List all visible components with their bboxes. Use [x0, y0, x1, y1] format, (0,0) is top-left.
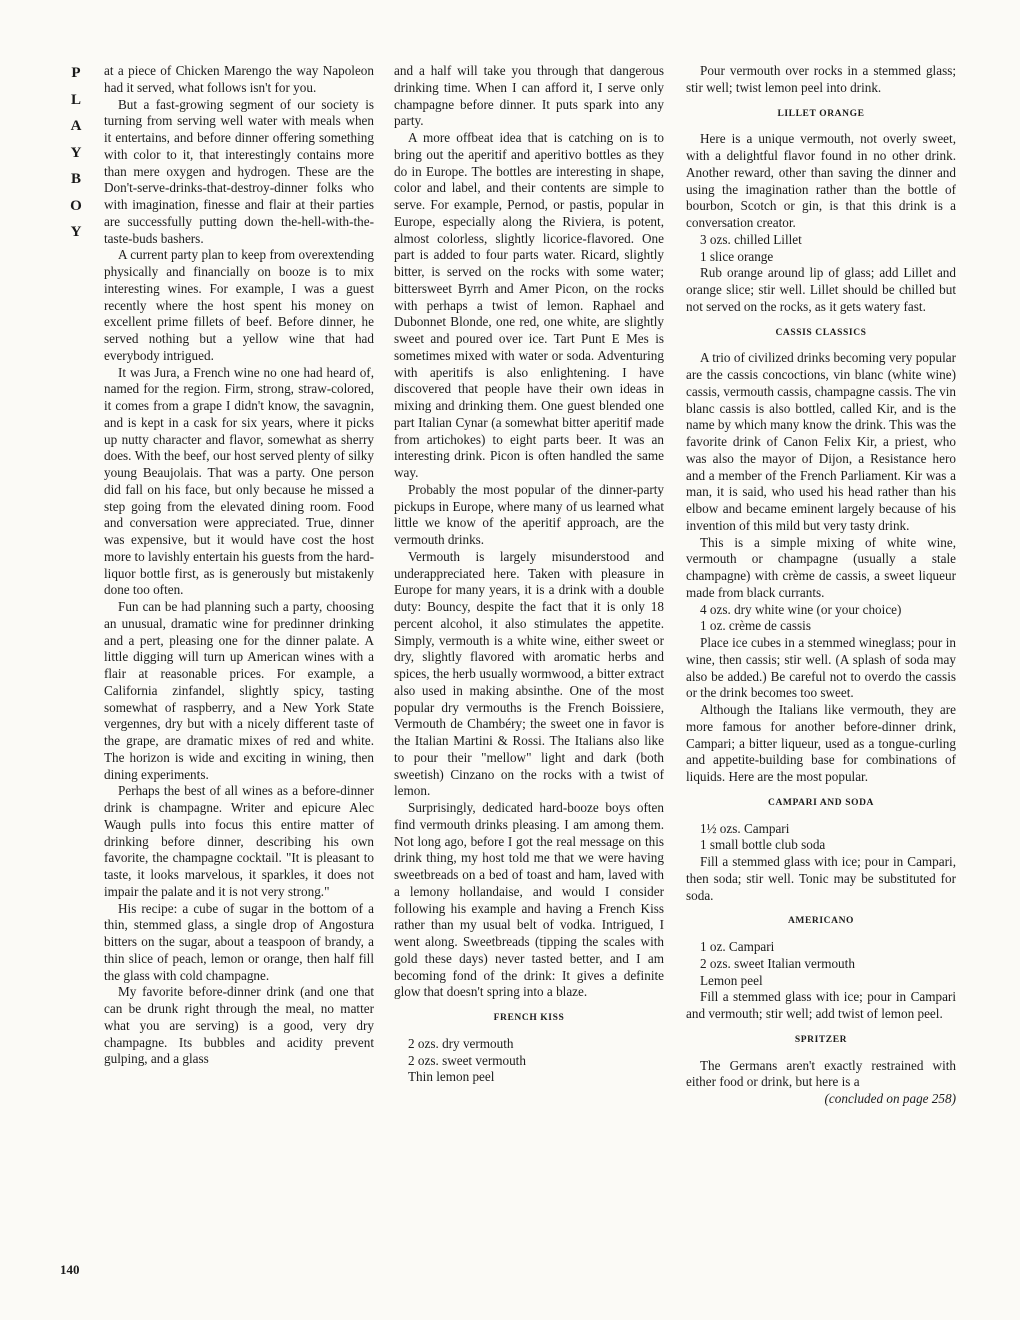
logo-letter: Y — [70, 144, 82, 161]
paragraph: A trio of civilized drinks becoming very popular are the cassis concoctions, vin blanc (white wine) cassis, vermouth cassis, champagne cassis. The vin blanc cassis is also bottled, called Kir, and is the name by which many know the drink. This was the favorite drink of Canon Felix Kir, a priest, who was also the mayor of Dijon, a Resistance hero and a member of the French Parliament. Kir was a man, it is said, who used his head rather than his elbow and became eminent largely because of his invention of this mild but very tasty drink. — [686, 350, 956, 533]
recipe-heading-americano: AMERICANO — [787, 916, 855, 927]
article-column-2 — [394, 63, 664, 1086]
paragraph: Perhaps the best of all wines as a before-dinner drink is champagne. Writer and epicure Alec Waugh pulls into focus this entire matter of drinking before dinner, describing his own favorite, the champagne cocktail. "It is pleasant to taste, it looks marvelous, it sparkles, it does not impair the palate and it is not very strong." — [104, 783, 374, 899]
paragraph: The Germans aren't exactly restrained with either food or drink, but here is a — [686, 1057, 956, 1090]
recipe-ingredient: 3 ozs. chilled Lillet — [700, 231, 802, 247]
recipe-heading-french-kiss: FRENCH KISS — [493, 1013, 565, 1023]
paragraph: A more offbeat idea that is catching on is to bring out the aperitif and aperitivo bottles as they do in Europe. The bottles are interesting in shape, color and label, and their contents are simple to serve. For example, Pernod, or pastis, popular in Europe, especially along the Riviera, is potent, almost colorless, slightly licorice-flavored. One part is added to four parts water. Ricard, slightly bitter, is served on the rocks with some water; bittersweet Byrrh and Amer Picon, on the rocks with perhaps a twist of lemon. Raphael and Dubonnet Blonde, one red, one white, are slightly sweet and poured over ice. Tart Punt E Mes is sometimes mixed with water or soda. Adventuring with aperitifs is also enlightening. I have discovered that people have their own ideas in mixing and drinking them. One guest blended one part Italian Cynar (a somewhat bitter aperitif made from artichokes) to eight parts beer. It was an interesting drink. Picon is often handled the same way. — [394, 130, 664, 480]
logo-letter: A — [70, 118, 82, 134]
logo-letter: O — [70, 197, 82, 214]
recipe-ingredient: 1 small bottle club soda — [700, 837, 826, 853]
paragraph: His recipe: a cube of sugar in the bottom of a thin, stemmed glass, a single drop of Angostura bitters on the sugar, about a teaspoon of brandy, a thin slice of peach, lemon or orange, then half fill the glass with cold champagne. — [104, 900, 374, 983]
article-column-3 — [686, 63, 956, 1108]
paragraph: Pour vermouth over rocks in a stemmed glass; stir well; twist lemon peel into drink. — [686, 63, 956, 95]
paragraph: A current party plan to keep from overextending physically and financially on booze is to mix interesting wines. For example, I was a guest recently where the host spent his money on excellent prime fillets of beef. Before dinner, he served nothing but a yellow wine that had everybody intrigued. — [104, 247, 374, 363]
recipe-method: Fill a stemmed glass with ice; pour in Campari and vermouth; stir well; add twist of lemon peel. — [686, 989, 956, 1021]
page-number: 140 — [60, 1262, 80, 1277]
recipe-ingredient: 1 oz. crème de cassis — [700, 618, 811, 634]
continuation-note: (concluded on page 258) — [824, 1091, 956, 1106]
paragraph: at a piece of Chicken Marengo the way Napoleon had it served, what follows isn't for you. — [104, 63, 374, 95]
paragraph: But a fast-growing segment of our society is turning from serving well water with meals when it entertains, and before dinner offering something with color to it, that interestingly contains more than mere oxygen and hydrogen. These are the Don't-serve-drinks-that-destroy-dinner folks who with imagination, finesse and flair at their parties are successfully putting down the-hell-with-the-taste-buds bashers. — [104, 96, 374, 246]
paragraph: Fun can be had planning such a party, choosing an unusual, dramatic wine for predinner drinking and a pert, pleasing one for the dinner palate. A little digging will turn up American wines with a flair at reasonable prices. For example, a California zinfandel, slightly spicy, tasting somewhat of raspberry, and a New York State vergennes, dry but with a nicely different taste of the grape, are dramatic mixes of red and white. The horizon is wide and exciting in wining, then dining experiments. — [104, 599, 374, 782]
recipe-method: Rub orange around lip of glass; add Lillet and orange slice; stir well. Lillet should be chilled but not served on the rocks, as it gets watery fast. — [686, 265, 956, 314]
recipe-ingredient: 1 oz. Campari — [700, 939, 775, 954]
recipe-ingredient: 1 slice orange — [700, 248, 774, 264]
logo-letter: B — [70, 171, 81, 187]
paragraph: It was Jura, a French wine no one had heard of, named for the region. Firm, strong, straw-colored, it comes from a grape I didn't know, the savagnin, and is kept in a cask for six years, where it picks up nutty character and flavor, somewhat as sherry does. With the beef, our host served plenty of silky young Beaujolais. That was a party. One person did fall on his face, but only because he missed a step going from the elevated dining room. Food and conversation were appreciated. True, dinner was expensive, but it would have cost the host more to lavishly entertain his guests from the hard-liquor bottle first, as is generously but mistakenly done too often. — [104, 364, 374, 598]
recipe-ingredient: Lemon peel — [700, 972, 763, 988]
paragraph: This is a simple mixing of white wine, vermouth or champagne (usually a stale champagne) with crème de cassis, a sweet liqueur made from black currants. — [686, 534, 956, 600]
recipe-ingredient: 4 ozs. dry white wine (or your choice) — [700, 601, 902, 617]
paragraph: Although the Italians like vermouth, they are more famous for another before-dinner drink, Campari; a bitter liqueur, used as a tongue-curling and appetite-building base for combinations of liquids. Here are the most popular. — [686, 702, 956, 784]
paragraph: Probably the most popular of the dinner-party pickups in Europe, where many of us learned what little we know of the aperitif approach, are the vermouth drinks. — [394, 481, 664, 547]
recipe-ingredient: 2 ozs. sweet vermouth — [408, 1052, 526, 1068]
magazine-logo-vertical — [64, 60, 88, 246]
recipe-heading-cassis-classics: CASSIS CLASSICS — [775, 327, 867, 338]
recipe-ingredient: Thin lemon peel — [408, 1069, 495, 1085]
recipe-ingredient: 2 ozs. sweet Italian vermouth — [700, 955, 855, 971]
recipe-method: Fill a stemmed glass with ice; pour in Campari, then soda; stir well. Tonic may be substituted for soda. — [686, 854, 956, 903]
paragraph: Surprisingly, dedicated hard-booze boys often find vermouth drinks pleasing. I am among them. Not long ago, before I got the real message on this drink thing, my host told me that we were having sweetbreads on a bed of toast and ham, laved with a lemony hollandaise, and would I consider following his example and having a French Kiss rather than my usual belt of vodka. Intrigued, I went along. Sweetbreads (tipping the scales with gold these days) never tasted better, and I am becoming fond of the drink: It gives a definite glow that doesn't spring into a blaze. — [394, 800, 664, 1000]
paragraph: Here is a unique vermouth, not overly sweet, with a delightful flavor found in no other drink. Another reward, other than saving the dinner and using the imagination rather than the bottle of bourbon, Scotch or gin, is that this drink is a conversation creator. — [686, 131, 956, 230]
recipe-ingredient: 2 ozs. dry vermouth — [408, 1035, 514, 1051]
paragraph: My favorite before-dinner drink (and one that can be drunk right through the meal, no matter what you are serving) is a good, very dry champagne. Its bubbles and acidity prevent gulping, and a glass — [104, 984, 374, 1067]
logo-letter: P — [71, 65, 81, 81]
recipe-heading-spritzer: SPRITZER — [794, 1034, 848, 1045]
recipe-heading-campari-and-soda: CAMPARI AND SODA — [767, 797, 874, 808]
logo-letter: L — [70, 91, 81, 108]
logo-letter: Y — [70, 224, 82, 240]
article-column-1 — [104, 63, 374, 1068]
paragraph: and a half will take you through that dangerous drinking time. When I can afford it, I serve only champagne before dinner. It puts spark into any party. — [394, 63, 664, 129]
recipe-heading-lillet-orange: LILLET ORANGE — [777, 108, 865, 119]
recipe-method: Place ice cubes in a stemmed wineglass; pour in wine, then cassis; stir well. (A splash of soda may also be added.) Be careful not to overdo the cassis or the drink becomes too sweet. — [686, 635, 956, 701]
paragraph: Vermouth is largely misunderstood and underappreciated here. Taken with pleasure in Europe for many years, it is a drink with a double duty: Bouncy, despite the fact that it is only 18 percent alcohol, it also stimulates the appetite. Simply, vermouth is a white wine, either sweet or dry, slightly flavored with aromatic herbs and spices, the herb usually wormwood, a bitter extract also used in making absinthe. One of the most popular dry vermouths is the French Boissiere, Vermouth de Chambéry; the sweet one in favor is the Italian Martini & Rossi. The Italians also like to pour their "mellow" light and dark (both sweetish) Cinzano on the rocks with a twist of lemon. — [394, 548, 664, 799]
recipe-ingredient: 1½ ozs. Campari — [700, 820, 790, 836]
